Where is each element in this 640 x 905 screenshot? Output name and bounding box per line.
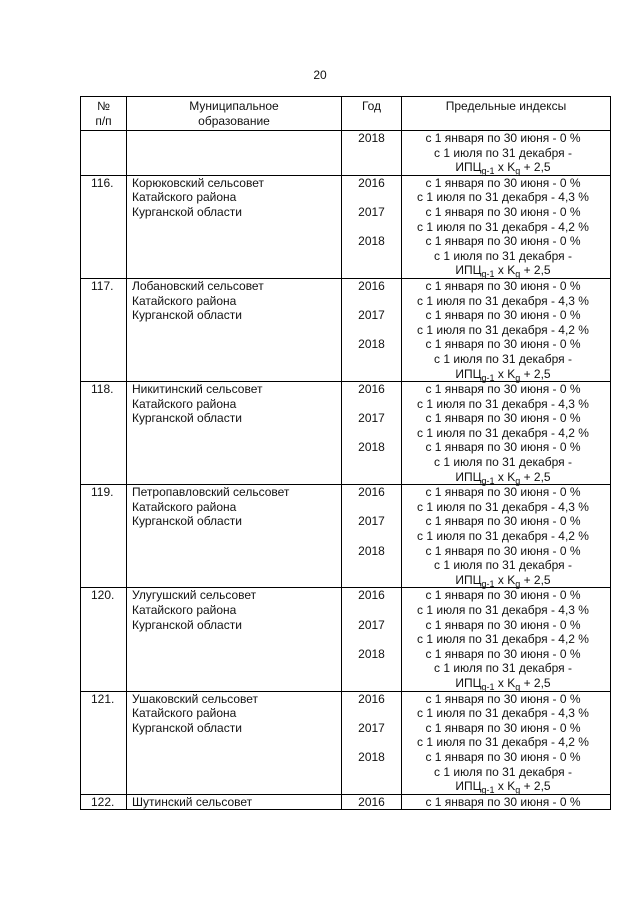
index-formula: $ИПЦ_{g-1}$ x $K_g + 2,5$ bbox=[455, 469, 551, 486]
year-cell: 2016 2017 2018 bbox=[342, 691, 402, 794]
index-cell: с 1 января по 30 июня - 0 % с 1 июля по 31 декабря - 4,3 % с 1 января по 30 июня - 0 % с 1 июля по 31 декабря - 4,2 % с 1 января по 30 июня - 0 % с 1 июля по 31 декабря - $ИПЦ_{g-1}$ x $K_g + 2,5$ bbox=[402, 382, 611, 485]
header-municipality: Муниципальное образование bbox=[127, 97, 342, 131]
municipality-cell: Ушаковский сельсовет Катайского района Курганской области bbox=[127, 691, 342, 794]
num-cell: 117. bbox=[81, 278, 127, 381]
index-cell: с 1 января по 30 июня - 0 % с 1 июля по 31 декабря - $ИПЦ_{g-1}$ x $K_g + 2,5$ bbox=[402, 131, 611, 176]
table-row bbox=[81, 691, 611, 794]
year-cell: 2016 bbox=[342, 794, 402, 810]
municipality-cell: Шутинский сельсовет bbox=[127, 794, 342, 810]
table-header-row bbox=[81, 97, 611, 131]
year-cell: 2016 2017 2018 bbox=[342, 278, 402, 381]
municipality-cell: Никитинский сельсовет Катайского района Курганской области bbox=[127, 382, 342, 485]
index-formula: $ИПЦ_{g-1}$ x $K_g + 2,5$ bbox=[455, 160, 551, 177]
num-cell bbox=[81, 131, 127, 176]
index-formula: $ИПЦ_{g-1}$ x $K_g + 2,5$ bbox=[455, 263, 551, 280]
table-row bbox=[81, 278, 611, 381]
index-formula: $ИПЦ_{g-1}$ x $K_g + 2,5$ bbox=[455, 675, 551, 692]
num-cell: 116. bbox=[81, 175, 127, 278]
table-row-continuation bbox=[81, 131, 611, 176]
municipality-cell: Лобановский сельсовет Катайского района Курганской области bbox=[127, 278, 342, 381]
header-year: Год bbox=[342, 97, 402, 131]
index-cell: с 1 января по 30 июня - 0 % bbox=[402, 794, 611, 810]
index-cell: с 1 января по 30 июня - 0 % с 1 июля по 31 декабря - 4,3 % с 1 января по 30 июня - 0 % с 1 июля по 31 декабря - 4,2 % с 1 января по 30 июня - 0 % с 1 июля по 31 декабря - $ИПЦ_{g-1}$ x $K_g + 2,5$ bbox=[402, 588, 611, 691]
index-cell: с 1 января по 30 июня - 0 % с 1 июля по 31 декабря - 4,3 % с 1 января по 30 июня - 0 % с 1 июля по 31 декабря - 4,2 % с 1 января по 30 июня - 0 % с 1 июля по 31 декабря - $ИПЦ_{g-1}$ x $K_g + 2,5$ bbox=[402, 175, 611, 278]
index-cell: с 1 января по 30 июня - 0 % с 1 июля по 31 декабря - 4,3 % с 1 января по 30 июня - 0 % с 1 июля по 31 декабря - 4,2 % с 1 января по 30 июня - 0 % с 1 июля по 31 декабря - $ИПЦ_{g-1}$ x $K_g + 2,5$ bbox=[402, 485, 611, 588]
index-formula: $ИПЦ_{g-1}$ x $K_g + 2,5$ bbox=[455, 779, 551, 796]
municipality-cell bbox=[127, 131, 342, 176]
year-cell: 2018 bbox=[342, 131, 402, 176]
num-cell: 119. bbox=[81, 485, 127, 588]
index-cell: с 1 января по 30 июня - 0 % с 1 июля по 31 декабря - 4,3 % с 1 января по 30 июня - 0 % с 1 июля по 31 декабря - 4,2 % с 1 января по 30 июня - 0 % с 1 июля по 31 декабря - $ИПЦ_{g-1}$ x $K_g + 2,5$ bbox=[402, 691, 611, 794]
table-row-last bbox=[81, 794, 611, 810]
index-formula: $ИПЦ_{g-1}$ x $K_g + 2,5$ bbox=[455, 572, 551, 589]
index-formula: $ИПЦ_{g-1}$ x $K_g + 2,5$ bbox=[455, 366, 551, 383]
num-cell: 118. bbox=[81, 382, 127, 485]
municipality-cell: Корюковский сельсовет Катайского района Курганской области bbox=[127, 175, 342, 278]
year-cell: 2016 2017 2018 bbox=[342, 382, 402, 485]
table-row bbox=[81, 588, 611, 691]
table-row bbox=[81, 485, 611, 588]
municipality-cell: Петропавловский сельсовет Катайского района Курганской области bbox=[127, 485, 342, 588]
num-cell: 120. bbox=[81, 588, 127, 691]
municipality-cell: Улугушский сельсовет Катайского района Курганской области bbox=[127, 588, 342, 691]
num-cell: 122. bbox=[81, 794, 127, 810]
index-cell: с 1 января по 30 июня - 0 % с 1 июля по 31 декабря - 4,3 % с 1 января по 30 июня - 0 % с 1 июля по 31 декабря - 4,2 % с 1 января по 30 июня - 0 % с 1 июля по 31 декабря - $ИПЦ_{g-1}$ x $K_g + 2,5$ bbox=[402, 278, 611, 381]
table-row bbox=[81, 382, 611, 485]
indices-table bbox=[80, 96, 611, 810]
year-cell: 2016 2017 2018 bbox=[342, 485, 402, 588]
year-cell: 2016 2017 2018 bbox=[342, 588, 402, 691]
num-cell: 121. bbox=[81, 691, 127, 794]
header-index: Предельные индексы bbox=[402, 97, 611, 131]
page-number: 20 bbox=[313, 68, 327, 82]
header-num: № п/п bbox=[81, 97, 127, 131]
year-cell: 2016 2017 2018 bbox=[342, 175, 402, 278]
table-row bbox=[81, 175, 611, 278]
